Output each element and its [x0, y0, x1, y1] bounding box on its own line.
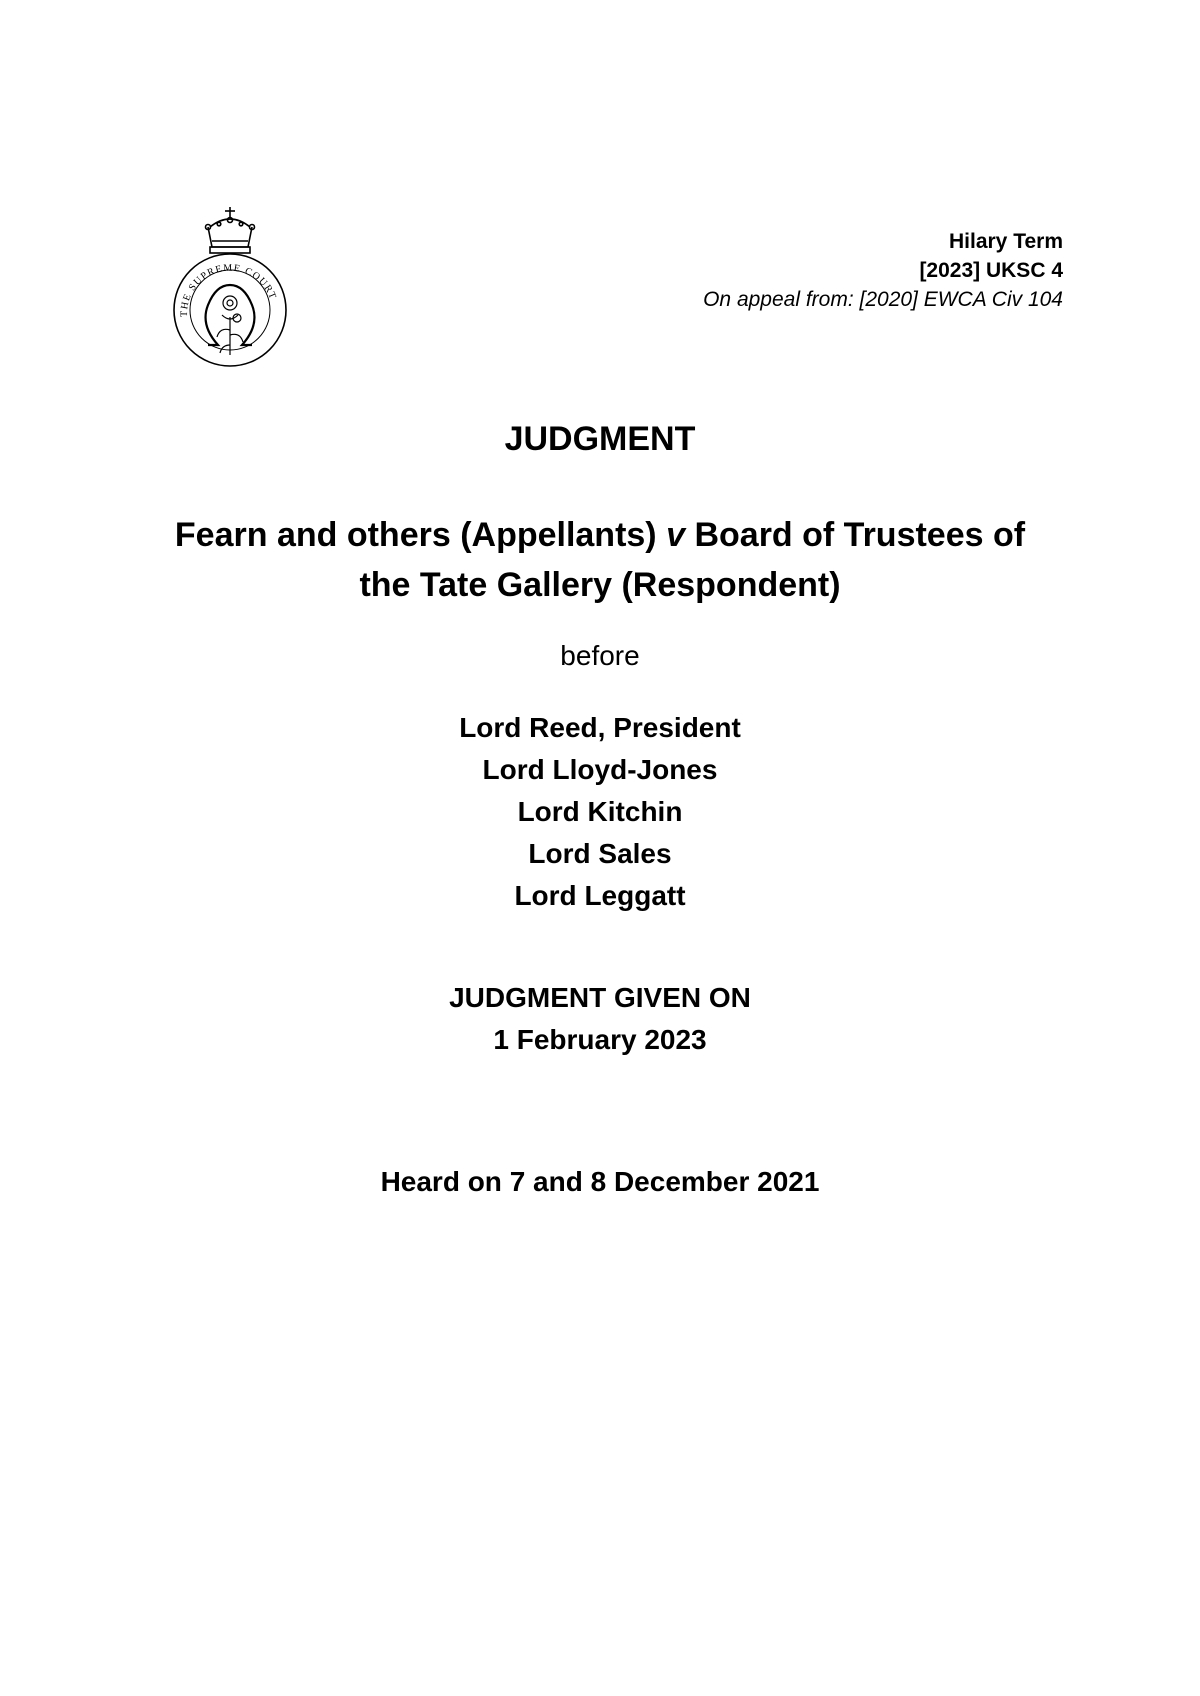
respondent-name-part-1: Board of Trustees of	[694, 516, 1026, 554]
judge-name: Lord Lloyd-Jones	[482, 754, 718, 785]
judge-name: Lord Kitchin	[517, 796, 683, 827]
parties-line-1	[0, 510, 1200, 560]
judge-name: Lord Reed, President	[459, 712, 741, 743]
term-label: Hilary Term	[949, 230, 1063, 253]
crown-icon	[206, 207, 255, 253]
judgment-given-date: 1 February 2023	[493, 1024, 707, 1055]
judgment-given-label: JUDGMENT GIVEN ON	[449, 982, 751, 1013]
case-parties	[0, 510, 1200, 610]
appellants-name: Fearn and others (Appellants)	[174, 516, 657, 554]
judge-name: Lord Leggatt	[514, 880, 686, 911]
appeal-from-line: On appeal from: [2020] EWCA Civ 104	[703, 288, 1063, 311]
respondent-name-part-2: the Tate Gallery (Respondent)	[359, 566, 841, 604]
versus-label: v	[666, 516, 686, 554]
bench-list	[0, 707, 1200, 917]
neutral-citation: [2023] UKSC 4	[919, 259, 1063, 282]
hearing-dates: Heard on 7 and 8 December 2021	[380, 1166, 820, 1197]
before-label: before	[560, 640, 640, 671]
document-title: JUDGMENT	[504, 420, 696, 458]
rose-emblem-icon	[217, 296, 243, 355]
case-reference-block	[703, 227, 1063, 314]
judgment-given-block	[0, 977, 1200, 1061]
seal-text: THE SUPREME COURT	[178, 262, 279, 317]
supreme-court-seal-logo	[170, 205, 290, 375]
judge-name: Lord Sales	[528, 838, 672, 869]
